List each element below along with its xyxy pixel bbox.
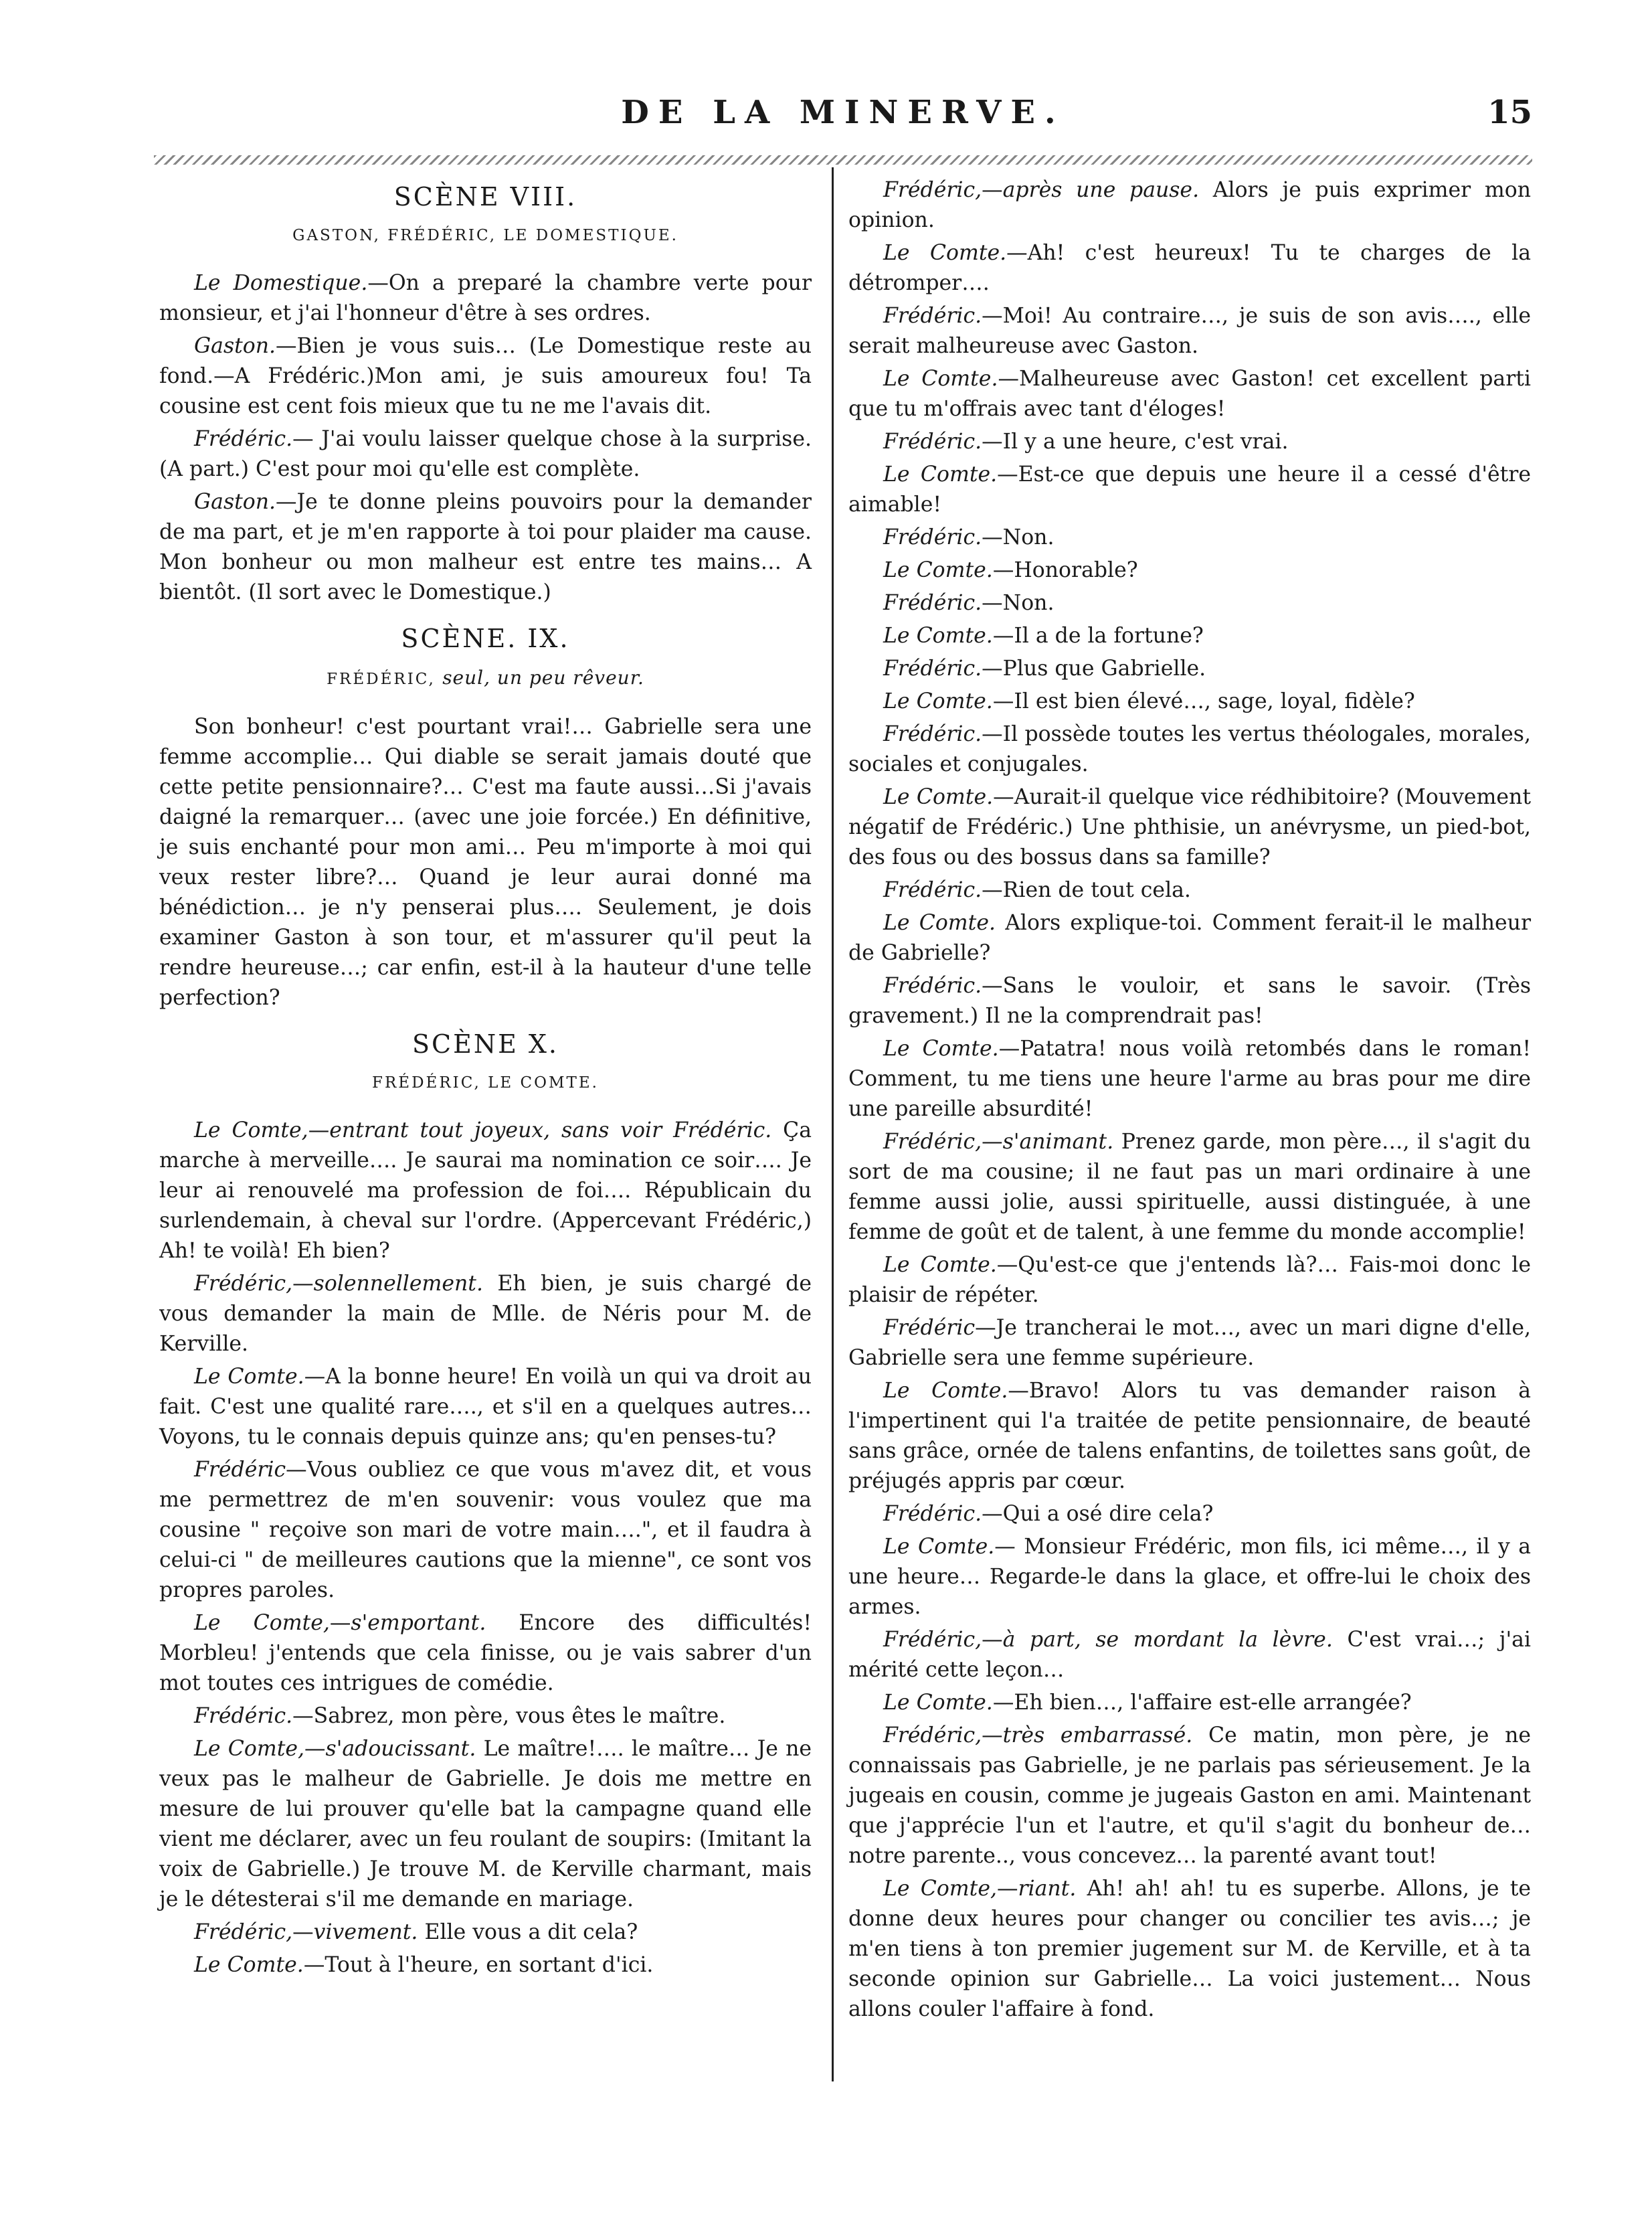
- speaker-name: Frédéric.: [194, 1704, 293, 1728]
- page-number: 15: [1487, 94, 1532, 131]
- dialogue-line: [848, 1034, 1531, 1124]
- line-text: Aurait-il quelque vice rédhibitoire? (Mouvement négatif de Frédéric.) Une phthisie, un anévrysme, un pied-bot, des fous ou des bossus dans sa famille?: [848, 785, 1531, 869]
- line-text: Je te donne pleins pouvoirs pour la demander de ma part, et je m'en rapporte à toi pour plaider ma cause. Mon bonheur ou mon malheur est entre tes mains… A bientôt. (Il sort avec le Domestique.): [159, 490, 812, 604]
- line-text: Malheureuse avec Gaston! cet excellent parti que tu m'offrais avec tant d'éloges!: [848, 367, 1531, 421]
- dialogue-line: [848, 1499, 1531, 1529]
- speaker-name: Le Comte.: [883, 1037, 999, 1061]
- cast-note: seul, un peu rêveur.: [442, 667, 644, 689]
- dialogue-line: [848, 1532, 1531, 1622]
- line-text: Il y a une heure, c'est vrai.: [1002, 430, 1289, 454]
- speaker-dash: —: [1006, 241, 1028, 265]
- speaker-dash: —: [308, 1118, 330, 1142]
- dialogue-line: [848, 971, 1531, 1031]
- speaker-dash: —: [292, 1704, 314, 1728]
- line-text: Ça marche à merveille…. Je saurai ma nomination ce soir…. Je leur ai renouvelé ma profession de foi…. Républicain du surlendemain, à cheval sur l'ordre. (Appercevant Frédéric,) Ah! te voilà! Eh bien?: [159, 1118, 812, 1263]
- line-text: Vous oubliez ce que vous m'avez dit, et vous me permettrez de m'en souvenir: vous voulez que ma cousine " reçoive son mari de votre main….", et il faudra à celui-ci " de meilleures cautions que la mienne", ce sont vos propres paroles.: [159, 1458, 812, 1602]
- line-text: Bravo! Alors tu vas demander raison à l'impertinent qui l'a traitée de petite pensionnaire, de beauté sans grâce, ornée de talens enfantins, de toilettes sans goût, de préjugés appris par cœur.: [848, 1379, 1531, 1493]
- stage-direction: vivement.: [313, 1920, 418, 1944]
- speaker-dash: —: [982, 1723, 1003, 1747]
- scene-cast: FRÉDÉRIC, LE COMTE.: [372, 1074, 599, 1092]
- line-text: Non.: [1002, 591, 1054, 615]
- speaker-dash: —: [982, 304, 1003, 328]
- dialogue-line: [848, 364, 1531, 424]
- line-text: Non.: [1002, 525, 1054, 549]
- scene-cast: [159, 663, 812, 695]
- speaker-name: Frédéric,: [883, 1130, 982, 1154]
- scene-body: [159, 1116, 812, 1980]
- line-text: C'est vrai…; j'ai mérité cette leçon…: [848, 1628, 1532, 1682]
- line-text: Ah! c'est heureux! Tu te charges de la détromper….: [848, 241, 1531, 295]
- speaker-name: Le Comte.: [883, 689, 993, 713]
- dialogue-line: [159, 268, 812, 329]
- speaker-name: Le Comte.: [883, 1691, 993, 1715]
- speaker-name: Le Comte.: [883, 911, 996, 935]
- header-rule: [154, 155, 1532, 165]
- speaker-name: Le Comte.: [883, 462, 998, 487]
- scene-body: [159, 268, 812, 608]
- speaker-dash: —: [982, 974, 1003, 998]
- speaker-dash: —: [982, 722, 1003, 746]
- line-text: Alors je puis exprimer mon opinion.: [848, 178, 1531, 232]
- speaker-name: Le Comte.: [883, 624, 993, 648]
- speaker-name: Le Comte,: [194, 1737, 305, 1761]
- dialogue-line: [159, 1950, 812, 1980]
- speaker-dash: —: [982, 591, 1003, 615]
- stage-direction: s'adoucissant.: [325, 1737, 476, 1761]
- dialogue-line: [848, 875, 1531, 906]
- stage-direction: entrant tout joyeux, sans voir Frédéric.: [329, 1118, 772, 1142]
- speaker-dash: —: [982, 178, 1003, 202]
- dialogue-line: [848, 460, 1531, 520]
- speaker-dash: [996, 911, 1005, 935]
- dialogue-line: [848, 1313, 1531, 1373]
- speaker-dash: —: [992, 689, 1014, 713]
- dialogue-line: [848, 588, 1531, 618]
- dialogue-line: [848, 1250, 1531, 1310]
- line-text: Il a de la fortune?: [1014, 624, 1204, 648]
- line-text: Je trancherai le mot…, avec un mari digne d'elle, Gabrielle sera une femme supérieure.: [848, 1316, 1531, 1370]
- speaker-name: Le Comte.: [883, 1379, 1008, 1403]
- speaker-dash: —: [292, 1272, 314, 1296]
- column-divider: [832, 167, 834, 2081]
- speaker-name: Le Comte.: [883, 241, 1007, 265]
- dialogue-line: [159, 1455, 812, 1606]
- line-text: Bien je vous suis… (Le Domestique reste au fond.—A Frédéric.)Mon ami, je suis amoureux fou! Ta cousine est cent fois mieux que tu ne me l'avais dit.: [159, 334, 812, 418]
- dialogue-line: [848, 523, 1531, 553]
- speaker-name: Frédéric: [194, 1458, 286, 1482]
- speaker-dash: —: [996, 1253, 1018, 1277]
- speaker-dash: —: [992, 624, 1014, 648]
- speaker-name: Frédéric,: [194, 1920, 293, 1944]
- dialogue-line: [848, 1721, 1531, 1871]
- page-header: [154, 94, 1532, 141]
- speaker-name: Frédéric.: [883, 525, 982, 549]
- speaker-name: Frédéric.: [883, 430, 982, 454]
- speaker-dash: —: [996, 1877, 1018, 1901]
- speaker-name: Frédéric,: [883, 1628, 982, 1652]
- speaker-name: Frédéric.: [194, 427, 293, 451]
- line-text: Eh bien, je suis chargé de vous demander la main de Mlle. de Néris pour M. de Kerville.: [159, 1272, 812, 1356]
- line-text: Il possède toutes les vertus théologales, morales, sociales et conjugales.: [848, 722, 1531, 776]
- line-text: Eh bien…, l'affaire est-elle arrangée?: [1014, 1691, 1412, 1715]
- speaker-name: Frédéric.: [883, 878, 982, 902]
- speaker-name: Frédéric,: [194, 1272, 293, 1296]
- speaker-name: Frédéric.: [883, 657, 982, 681]
- dialogue-line: [159, 1917, 812, 1948]
- speaker-dash: —: [329, 1611, 351, 1635]
- speaker-dash: —: [982, 525, 1003, 549]
- line-text: Qui a osé dire cela?: [1002, 1502, 1214, 1526]
- speaker-name: Le Comte,: [883, 1877, 997, 1901]
- line-text: Ce matin, mon père, je ne connaissais pas Gabrielle, je ne parlais pas sérieusement. Je la jugeais en cousin, comme je jugeais Gaston en ami. Maintenant que j'apprécie l'un et l'autre, et qu'il s'agit du bonheur de… notre parente.., vous concevez… la parenté avant tout!: [848, 1723, 1532, 1868]
- speaker-name: Le Comte.: [194, 1953, 304, 1977]
- stage-direction: après une pause.: [1002, 178, 1200, 202]
- dialogue-line: [159, 1701, 812, 1731]
- speaker-name: Gaston.: [194, 334, 276, 358]
- speaker-name: Frédéric.: [883, 722, 982, 746]
- scene-cast: GASTON, FRÉDÉRIC, LE DOMESTIQUE.: [292, 227, 678, 244]
- speaker-name: Le Domestique.: [194, 271, 368, 295]
- dialogue-line: [848, 687, 1531, 717]
- line-text: Ah! ah! ah! tu es superbe. Allons, je te donne deux heures pour changer ou concilier tes avis…; je m'en tiens à ton premier jugement sur M. de Kerville, et à ta seconde opinion sur Gabrielle… La voici justement… Nous allons couler l'affaire à fond.: [848, 1877, 1531, 2021]
- speaker-dash: —: [304, 1365, 326, 1389]
- dialogue-line: [159, 1734, 812, 1915]
- speaker-name: Le Comte.: [883, 367, 998, 391]
- speaker-dash: —: [994, 1535, 1024, 1559]
- line-text: Patatra! nous voilà retombés dans le roman! Comment, tu me tiens une heure l'arme au bras pour me dire une pareille absurdité!: [848, 1037, 1531, 1121]
- speaker-dash: —: [1008, 1379, 1029, 1403]
- speaker-dash: —: [367, 271, 389, 295]
- stage-direction: s'emportant.: [351, 1611, 486, 1635]
- dialogue-line: [848, 1688, 1531, 1718]
- dialogue-line: [848, 1625, 1531, 1685]
- dialogue-line: [159, 331, 812, 422]
- dialogue-line: [159, 487, 812, 608]
- speaker-dash: —: [982, 1628, 1003, 1652]
- speaker-name: Frédéric: [883, 1316, 976, 1340]
- dialogue-line: [159, 1608, 812, 1699]
- dialogue-line: [848, 782, 1531, 873]
- speaker-dash: —: [304, 1737, 326, 1761]
- speaker-name: Frédéric,: [883, 178, 982, 202]
- line-text: Moi! Au contraire…, je suis de son avis…., elle serait malheureuse avec Gaston.: [848, 304, 1531, 358]
- dialogue-line: [848, 1874, 1531, 2025]
- speaker-dash: —: [993, 785, 1014, 809]
- line-text: Alors explique-toi. Comment ferait-il le malheur de Gabrielle?: [848, 911, 1532, 965]
- speaker-name: Frédéric,: [883, 1723, 982, 1747]
- stage-direction: solennellement.: [313, 1272, 483, 1296]
- speaker-name: Le Comte.: [883, 558, 993, 582]
- dialogue-line: [159, 1269, 812, 1359]
- speaker-name: Gaston.: [194, 490, 276, 514]
- speaker-dash: —: [998, 1037, 1020, 1061]
- line-text: Elle vous a dit cela?: [418, 1920, 638, 1944]
- scene-heading: SCÈNE VIII.: [393, 182, 577, 211]
- speaker-name: Frédéric.: [883, 974, 982, 998]
- speaker-dash: —: [292, 427, 322, 451]
- scene-heading: SCÈNE X.: [411, 1029, 559, 1059]
- dialogue-line: [848, 1127, 1531, 1248]
- dialogue-line: [159, 1116, 812, 1266]
- stage-direction: s'animant.: [1002, 1130, 1114, 1154]
- line-text: Le maître!…. le maître… Je ne veux pas le malheur de Gabrielle. Je dois me mettre en mesure de lui prouver qu'elle bat la campagne quand elle vient me déclarer, avec un feu roulant de soupirs: (Imitant la voix de Gabrielle.) Je trouve M. de Kerville charmant, mais je le détesterai s'il me demande en mariage.: [159, 1737, 812, 1911]
- dialogue-line: [848, 654, 1531, 684]
- speaker-dash: —: [992, 1691, 1014, 1715]
- scene-heading: SCÈNE. IX.: [401, 624, 570, 653]
- line-text: Honorable?: [1014, 558, 1138, 582]
- line-text: On a preparé la chambre verte pour monsieur, et j'ai l'honneur d'être à ses ordres.: [159, 271, 812, 325]
- line-text: Tout à l'heure, en sortant d'ici.: [325, 1953, 654, 1977]
- speaker-dash: —: [292, 1920, 314, 1944]
- dialogue-line: [159, 424, 812, 485]
- running-title: DE LA MINERVE.: [621, 94, 1065, 131]
- line-text: Qu'est-ce que j'entends là?… Fais-moi donc le plaisir de répéter.: [848, 1253, 1531, 1307]
- speaker-dash: —: [975, 1316, 996, 1340]
- speaker-dash: —: [992, 558, 1014, 582]
- dialogue-line: [848, 301, 1531, 361]
- speaker-dash: —: [997, 462, 1018, 487]
- line-text: Encore des difficultés! Morbleu! j'entends que cela finisse, ou je vais sabrer d'un mot toutes ces intrigues de comédie.: [159, 1611, 812, 1695]
- speaker-name: Le Comte,: [194, 1611, 330, 1635]
- cast-name: FRÉDÉRIC,: [327, 671, 436, 688]
- line-text: J'ai voulu laisser quelque chose à la surprise. (A part.) C'est pour moi qu'elle est complète.: [159, 427, 812, 481]
- speaker-name: Le Comte.: [194, 1365, 304, 1389]
- scene-body: [848, 175, 1531, 2025]
- monologue-paragraph: Son bonheur! c'est pourtant vrai!… Gabrielle sera une femme accomplie… Qui diable se serait jamais douté que cette petite pensionnaire?… C'est ma faute aussi…Si j'avais daigné la remarquer… (avec une joie forcée.) En définitive, je suis enchanté pour mon ami… Peu m'importe à moi qui veux rester libre?… Quand je leur aurai donné ma bénédiction… je n'y penserai plus…. Seulement, je dois examiner Gaston à son tour, et m'assurer qu'il peut la rendre heureuse…; car enfin, est-il à la hauteur d'une telle perfection?: [159, 715, 812, 1010]
- speaker-name: Frédéric.: [883, 1502, 982, 1526]
- dialogue-line: [848, 427, 1531, 457]
- dialogue-line: [848, 556, 1531, 586]
- line-text: Sans le vouloir, et sans le savoir. (Très gravement.) Il ne la comprendrait pas!: [848, 974, 1531, 1028]
- speaker-dash: —: [982, 878, 1003, 902]
- stage-direction: riant.: [1018, 1877, 1077, 1901]
- speaker-dash: —: [276, 334, 297, 358]
- stage-direction: très embarrassé.: [1002, 1723, 1193, 1747]
- dialogue-line: [848, 175, 1531, 236]
- dialogue-line: [848, 1376, 1531, 1497]
- speaker-dash: —: [982, 657, 1003, 681]
- dialogue-line: [848, 719, 1531, 780]
- speaker-name: Frédéric.: [883, 304, 982, 328]
- speaker-name: Le Comte.: [883, 1535, 995, 1559]
- speaker-name: Le Comte,: [194, 1118, 308, 1142]
- line-text: Plus que Gabrielle.: [1002, 657, 1206, 681]
- speaker-dash: —: [276, 490, 297, 514]
- speaker-dash: —: [286, 1458, 307, 1482]
- dialogue-line: [848, 621, 1531, 651]
- speaker-name: Frédéric.: [883, 591, 982, 615]
- line-text: Prenez garde, mon père…, il s'agit du sort de ma cousine; il ne faut pas un mari ordinaire à une femme aussi jolie, aussi spirituelle, aussi distinguée, à une femme de goût et de talent, à une femme du monde accomplie!: [848, 1130, 1531, 1244]
- dialogue-line: [848, 908, 1531, 968]
- stage-direction: à part, se mordant la lèvre.: [1002, 1628, 1333, 1652]
- line-text: Est-ce que depuis une heure il a cessé d'être aimable!: [848, 462, 1531, 517]
- right-column: [848, 175, 1531, 2027]
- line-text: A la bonne heure! En voilà un qui va droit au fait. C'est une qualité rare…., et s'il en a quelques autres… Voyons, tu le connais depuis quinze ans; qu'en penses-tu?: [159, 1365, 812, 1449]
- line-text: Rien de tout cela.: [1002, 878, 1191, 902]
- dialogue-line: [159, 1362, 812, 1452]
- line-text: Il est bien élevé…, sage, loyal, fidèle?: [1014, 689, 1415, 713]
- speaker-dash: —: [303, 1953, 325, 1977]
- speaker-dash: —: [982, 1502, 1003, 1526]
- line-text: Monsieur Frédéric, mon fils, ici même…, il y a une heure… Regarde-le dans la glace, et offre-lui le choix des armes.: [848, 1535, 1531, 1619]
- speaker-dash: —: [982, 430, 1003, 454]
- speaker-dash: —: [998, 367, 1019, 391]
- speaker-name: Le Comte.: [883, 785, 994, 809]
- left-column: [159, 175, 812, 1983]
- speaker-dash: —: [982, 1130, 1003, 1154]
- speaker-name: Le Comte.: [883, 1253, 997, 1277]
- line-text: Sabrez, mon père, vous êtes le maître.: [313, 1704, 726, 1728]
- dialogue-line: [848, 238, 1531, 298]
